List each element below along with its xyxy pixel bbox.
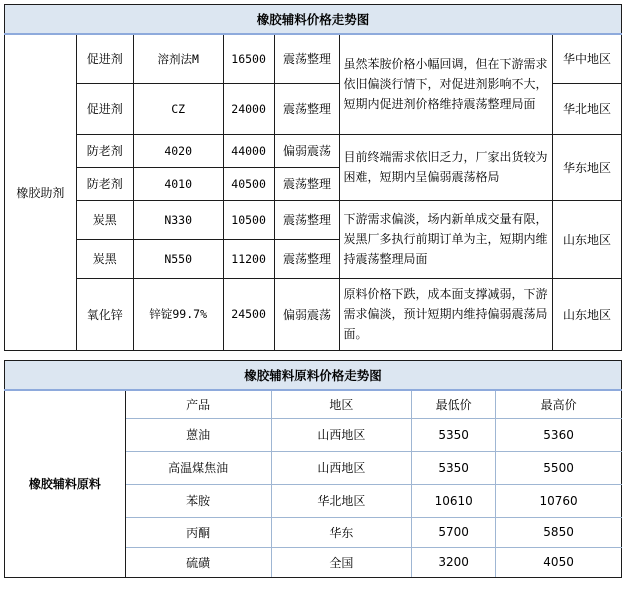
- product-name: 防老剂: [76, 167, 133, 200]
- region-cell: 山西地区: [271, 451, 412, 484]
- market-comment: 虽然苯胺价格小幅回调，但在下游需求依旧偏淡行情下，对促进剂影响不大，短期内促进剂价格维持震荡整理局面: [340, 34, 553, 134]
- product-price: 16500: [223, 34, 274, 83]
- low-price: 5350: [412, 451, 496, 484]
- category-cell: 橡胶辅料原料: [5, 390, 126, 577]
- product-name: 促进剂: [76, 34, 133, 83]
- table-title: 橡胶辅料价格走势图: [5, 5, 622, 35]
- market-comment: 下游需求偏淡，场内新单成交量有限，炭黑厂多执行前期订单为主，短期内维持震荡整理局面: [340, 200, 553, 278]
- product-price: 40500: [223, 167, 274, 200]
- product-spec: 4010: [133, 167, 223, 200]
- product-spec: N330: [133, 200, 223, 239]
- low-price: 10610: [412, 484, 496, 517]
- product-name: 丙酮: [125, 517, 271, 547]
- region-cell: 华北地区: [553, 83, 622, 134]
- product-trend: 震荡整理: [274, 167, 340, 200]
- product-price: 11200: [223, 239, 274, 278]
- column-header: 产品: [125, 390, 271, 418]
- product-spec: 4020: [133, 134, 223, 167]
- product-spec: N550: [133, 239, 223, 278]
- low-price: 3200: [412, 547, 496, 577]
- product-price: 24500: [223, 278, 274, 350]
- region-cell: 华中地区: [553, 34, 622, 83]
- category-cell: 橡胶助剂: [5, 34, 77, 350]
- high-price: 5360: [496, 418, 622, 451]
- product-trend: 偏弱震荡: [274, 278, 340, 350]
- product-trend: 偏弱震荡: [274, 134, 340, 167]
- product-price: 10500: [223, 200, 274, 239]
- product-price: 44000: [223, 134, 274, 167]
- market-comment: 目前终端需求依旧乏力，厂家出货较为困难，短期内呈偏弱震荡格局: [340, 134, 553, 200]
- product-name: 炭黑: [76, 239, 133, 278]
- high-price: 4050: [496, 547, 622, 577]
- low-price: 5700: [412, 517, 496, 547]
- high-price: 10760: [496, 484, 622, 517]
- product-trend: 震荡整理: [274, 200, 340, 239]
- product-name: 防老剂: [76, 134, 133, 167]
- product-name: 高温煤焦油: [125, 451, 271, 484]
- product-name: 炭黑: [76, 200, 133, 239]
- high-price: 5500: [496, 451, 622, 484]
- table-title: 橡胶辅料原料价格走势图: [5, 361, 622, 391]
- product-name: 氧化锌: [76, 278, 133, 350]
- region-cell: 华东地区: [553, 134, 622, 200]
- low-price: 5350: [412, 418, 496, 451]
- product-spec: CZ: [133, 83, 223, 134]
- region-cell: 华东: [271, 517, 412, 547]
- region-cell: 山东地区: [553, 278, 622, 350]
- column-header: 地区: [271, 390, 412, 418]
- high-price: 5850: [496, 517, 622, 547]
- column-header: 最低价: [412, 390, 496, 418]
- raw-material-price-table: [4, 360, 622, 578]
- product-price: 24000: [223, 83, 274, 134]
- rubber-auxiliary-price-table: [4, 4, 622, 351]
- column-header: 最高价: [496, 390, 622, 418]
- product-name: 促进剂: [76, 83, 133, 134]
- region-cell: 全国: [271, 547, 412, 577]
- product-name: 蒽油: [125, 418, 271, 451]
- region-cell: 山西地区: [271, 418, 412, 451]
- market-comment: 原料价格下跌，成本面支撑减弱，下游需求偏淡，预计短期内维持偏弱震荡局面。: [340, 278, 553, 350]
- product-name: 苯胺: [125, 484, 271, 517]
- product-spec: 溶剂法M: [133, 34, 223, 83]
- product-spec: 锌锭99.7%: [133, 278, 223, 350]
- product-trend: 震荡整理: [274, 83, 340, 134]
- product-name: 硫磺: [125, 547, 271, 577]
- product-trend: 震荡整理: [274, 239, 340, 278]
- region-cell: 华北地区: [271, 484, 412, 517]
- region-cell: 山东地区: [553, 200, 622, 278]
- product-trend: 震荡整理: [274, 34, 340, 83]
